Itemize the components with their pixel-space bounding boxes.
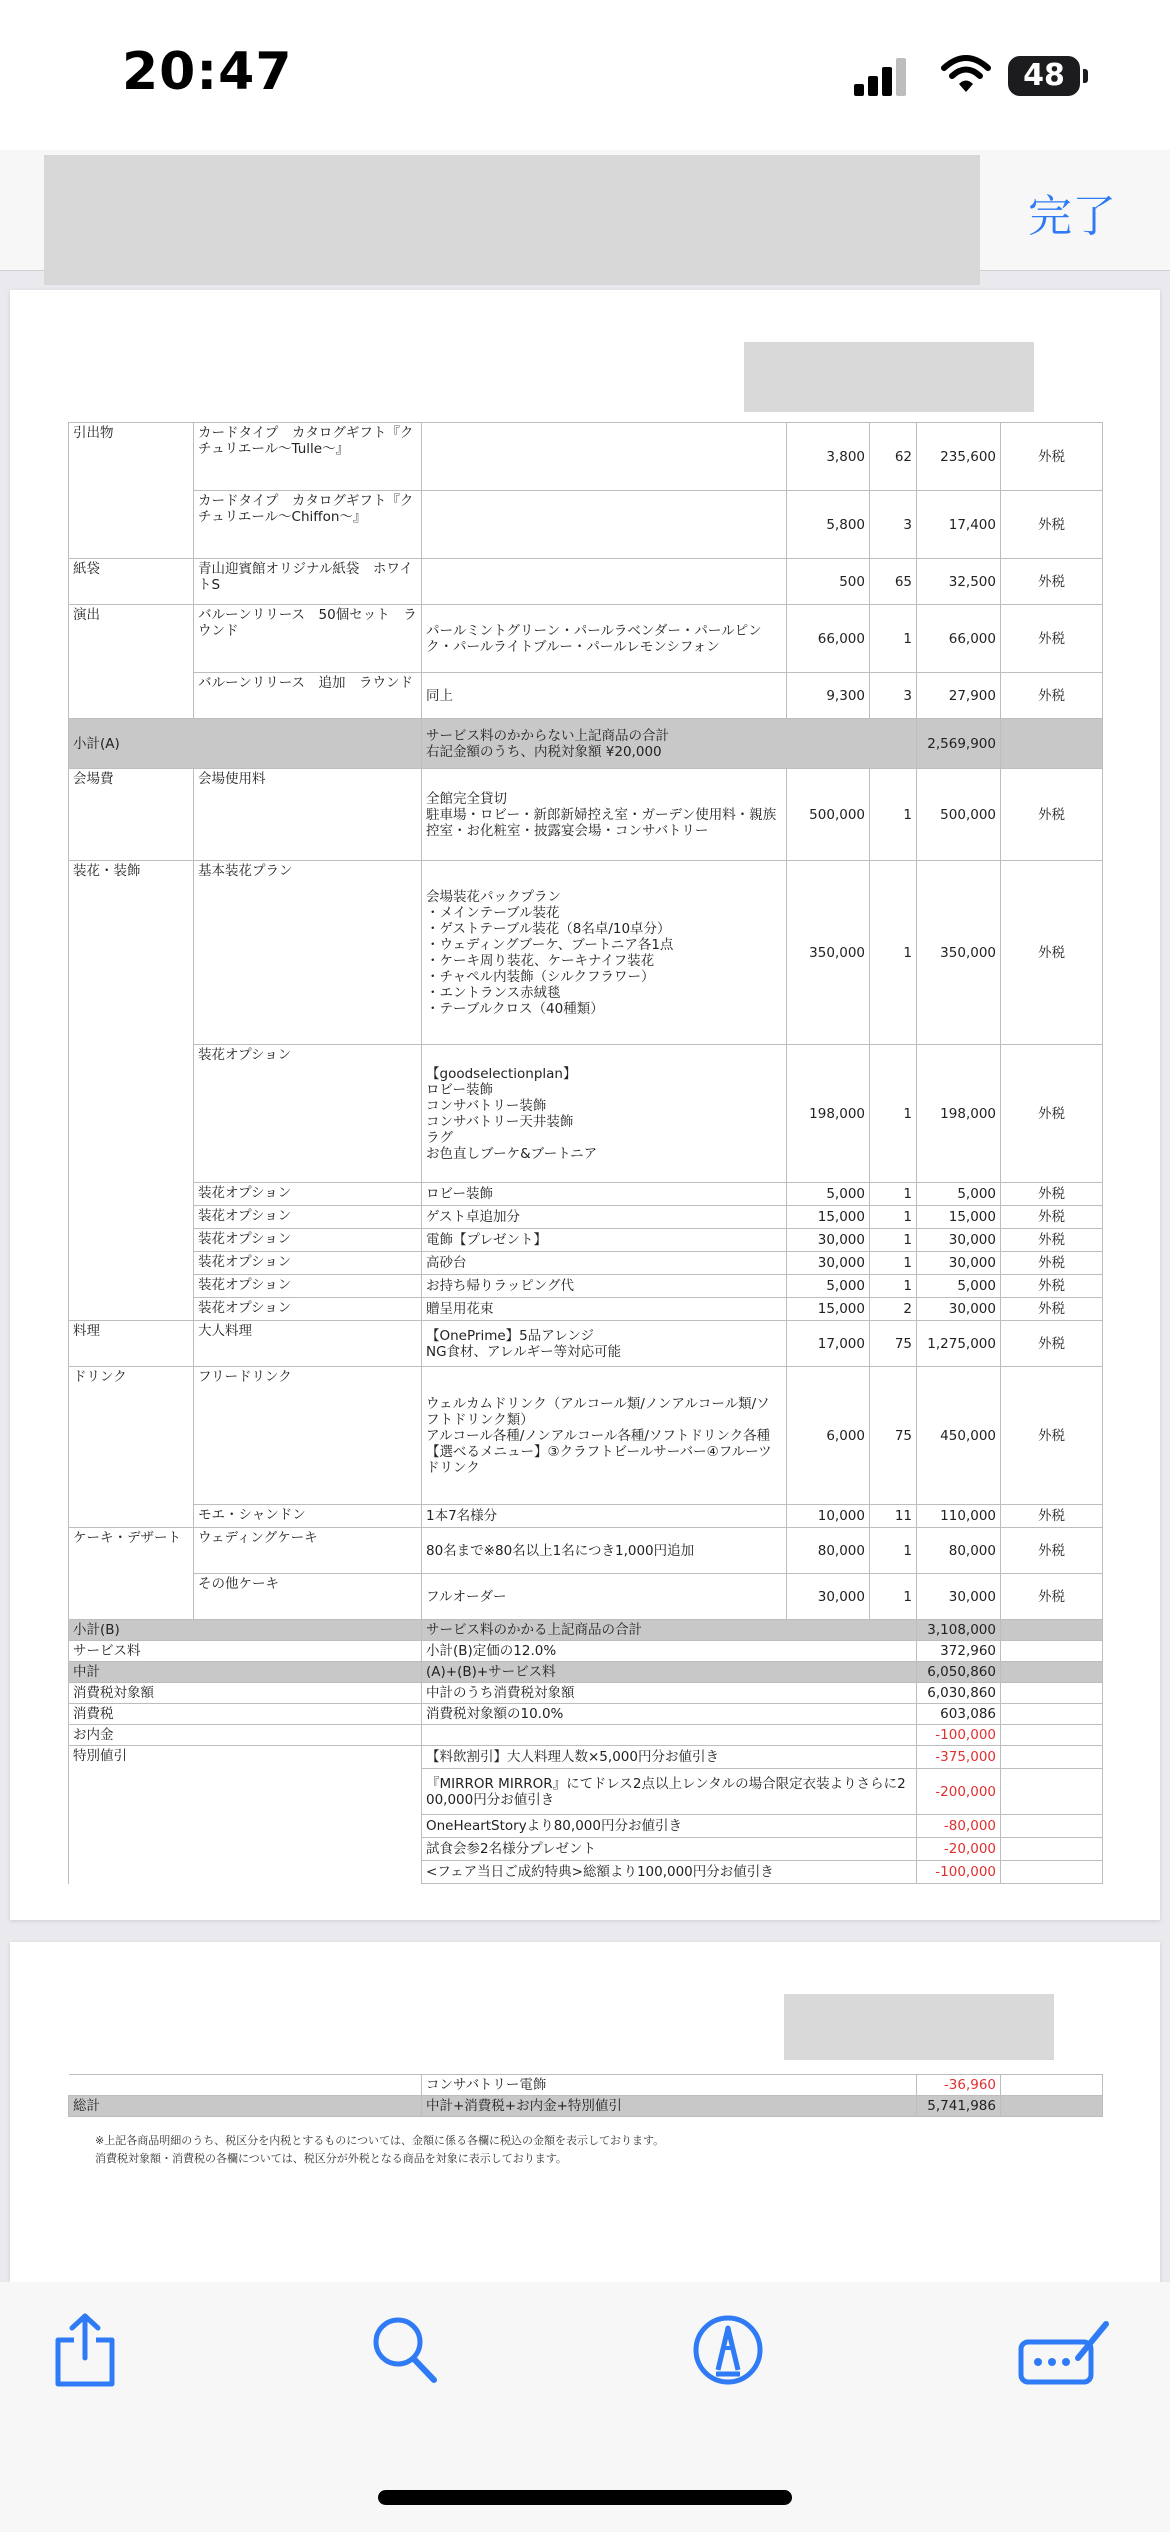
row-desc bbox=[422, 491, 787, 559]
discount-label bbox=[69, 1861, 422, 1884]
row-item: ウェディングケーキ bbox=[194, 1528, 422, 1574]
row-tax: 外税 bbox=[1001, 559, 1103, 605]
row-category bbox=[69, 1574, 194, 1620]
row-price: 9,300 bbox=[787, 673, 870, 719]
summary-label: サービス料 bbox=[69, 1641, 422, 1662]
summary-label: 消費税 bbox=[69, 1704, 422, 1725]
summary-amount: 603,086 bbox=[917, 1704, 1001, 1725]
done-button[interactable]: 完了 bbox=[1028, 191, 1116, 242]
row-item: 装花オプション bbox=[194, 1298, 422, 1321]
row-price: 500 bbox=[787, 559, 870, 605]
summary-blank bbox=[1001, 1704, 1103, 1725]
row-amount: 32,500 bbox=[917, 559, 1001, 605]
row-item: 装花オプション bbox=[194, 1275, 422, 1298]
row-item: 装花オプション bbox=[194, 1183, 422, 1206]
row-desc: 1本7名様分 bbox=[422, 1505, 787, 1528]
row-desc: 贈呈用花束 bbox=[422, 1298, 787, 1321]
discount-amount: -80,000 bbox=[917, 1815, 1001, 1838]
discount-row bbox=[69, 1769, 1103, 1815]
total-row bbox=[69, 2096, 1103, 2117]
row-price: 10,000 bbox=[787, 1505, 870, 1528]
row-price: 198,000 bbox=[787, 1045, 870, 1183]
row-price: 17,000 bbox=[787, 1321, 870, 1367]
discount-desc: コンサバトリー電飾 bbox=[422, 2075, 917, 2096]
row-price: 5,000 bbox=[787, 1275, 870, 1298]
total-label: 総計 bbox=[69, 2096, 422, 2117]
summary-label: 小計(B) bbox=[69, 1620, 422, 1641]
discount-blank bbox=[1001, 1746, 1103, 1769]
row-qty: 1 bbox=[870, 769, 917, 861]
row-category: 引出物 bbox=[69, 423, 194, 491]
discount-amount: -20,000 bbox=[917, 1838, 1001, 1861]
row-category bbox=[69, 1252, 194, 1275]
row-amount: 5,000 bbox=[917, 1183, 1001, 1206]
row-item: 装花オプション bbox=[194, 1229, 422, 1252]
row-item: 装花オプション bbox=[194, 1045, 422, 1183]
row-item: カードタイプ カタログギフト『クチュリエール～Chiffon～』 bbox=[194, 491, 422, 559]
discount-row bbox=[69, 1838, 1103, 1861]
row-price: 6,000 bbox=[787, 1367, 870, 1505]
row-category: 演出 bbox=[69, 605, 194, 673]
row-item: バルーンリリース 追加 ラウンド bbox=[194, 673, 422, 719]
table-row bbox=[69, 1574, 1103, 1620]
row-category: 料理 bbox=[69, 1321, 194, 1367]
row-qty: 1 bbox=[870, 1252, 917, 1275]
row-category bbox=[69, 1275, 194, 1298]
summary-amount: -100,000 bbox=[917, 1725, 1001, 1746]
row-desc: ロビー装飾 bbox=[422, 1183, 787, 1206]
row-qty: 3 bbox=[870, 673, 917, 719]
estimate-table-continued bbox=[68, 2074, 1103, 2117]
row-item: フリードリンク bbox=[194, 1367, 422, 1505]
row-tax: 外税 bbox=[1001, 1321, 1103, 1367]
row-item: 基本装花プラン bbox=[194, 861, 422, 1045]
table-row bbox=[69, 673, 1103, 719]
summary-label: お内金 bbox=[69, 1725, 422, 1746]
row-price: 30,000 bbox=[787, 1574, 870, 1620]
row-tax: 外税 bbox=[1001, 769, 1103, 861]
summary-amount: 3,108,000 bbox=[917, 1620, 1001, 1641]
row-qty: 1 bbox=[870, 1528, 917, 1574]
summary-row bbox=[69, 1683, 1103, 1704]
row-desc: 80名まで※80名以上1名につき1,000円追加 bbox=[422, 1528, 787, 1574]
summary-desc: サービス料のかかる上記商品の合計 bbox=[422, 1620, 917, 1641]
summary-row bbox=[69, 1662, 1103, 1683]
discount-amount: -100,000 bbox=[917, 1861, 1001, 1884]
row-amount: 2,569,900 bbox=[917, 719, 1001, 769]
row-amount: 500,000 bbox=[917, 769, 1001, 861]
summary-blank bbox=[1001, 1620, 1103, 1641]
row-qty: 3 bbox=[870, 491, 917, 559]
redacted-header-2 bbox=[784, 1994, 1054, 2060]
row-item: 装花オプション bbox=[194, 1252, 422, 1275]
discount-blank bbox=[1001, 1815, 1103, 1838]
row-category: ケーキ・デザート bbox=[69, 1528, 194, 1574]
redacted-header bbox=[744, 342, 1034, 412]
row-amount: 1,275,000 bbox=[917, 1321, 1001, 1367]
row-category bbox=[69, 1183, 194, 1206]
row-tax: 外税 bbox=[1001, 605, 1103, 673]
row-tax: 外税 bbox=[1001, 1574, 1103, 1620]
summary-row bbox=[69, 1725, 1103, 1746]
row-qty: 65 bbox=[870, 559, 917, 605]
summary-blank bbox=[1001, 1662, 1103, 1683]
row-price: 350,000 bbox=[787, 861, 870, 1045]
row-qty: 1 bbox=[870, 1275, 917, 1298]
row-amount: 80,000 bbox=[917, 1528, 1001, 1574]
discount-desc: <フェア当日ご成約特典>総額より100,000円分お値引き bbox=[422, 1861, 917, 1884]
row-price: 3,800 bbox=[787, 423, 870, 491]
estimate-table bbox=[68, 422, 1103, 1884]
share-icon[interactable] bbox=[52, 2312, 118, 2388]
row-price: 80,000 bbox=[787, 1528, 870, 1574]
signal-icon bbox=[852, 58, 912, 96]
row-item: 装花オプション bbox=[194, 1206, 422, 1229]
row-price: 500,000 bbox=[787, 769, 870, 861]
row-qty: 2 bbox=[870, 1298, 917, 1321]
row-price: 66,000 bbox=[787, 605, 870, 673]
row-tax: 外税 bbox=[1001, 1206, 1103, 1229]
row-tax: 外税 bbox=[1001, 1528, 1103, 1574]
discount-blank bbox=[1001, 1861, 1103, 1884]
discount-label bbox=[69, 1838, 422, 1861]
row-tax bbox=[1001, 719, 1103, 769]
row-desc: 高砂台 bbox=[422, 1252, 787, 1275]
table-row bbox=[69, 605, 1103, 673]
discount-row bbox=[69, 1815, 1103, 1838]
row-desc: 電飾【プレゼント】 bbox=[422, 1229, 787, 1252]
summary-desc: 小計(B)定価の12.0% bbox=[422, 1641, 917, 1662]
status-time: 20:47 bbox=[122, 42, 293, 102]
row-qty: 1 bbox=[870, 1045, 917, 1183]
row-amount: 30,000 bbox=[917, 1229, 1001, 1252]
row-tax: 外税 bbox=[1001, 1275, 1103, 1298]
row-qty: 1 bbox=[870, 1206, 917, 1229]
row-item: カードタイプ カタログギフト『クチュリエール～Tulle～』 bbox=[194, 423, 422, 491]
home-indicator bbox=[378, 2490, 792, 2505]
row-price: 30,000 bbox=[787, 1229, 870, 1252]
row-desc: ウェルカムドリンク（アルコール類/ノンアルコール類/ソフトドリンク類） アルコール各種/ノンアルコール各種/ソフトドリンク各種 【選べるメニュー】③クラフトビールサーバー④フルーツドリンク bbox=[422, 1367, 787, 1505]
row-desc: 同上 bbox=[422, 673, 787, 719]
battery-icon bbox=[1008, 56, 1080, 96]
row-desc: ゲスト卓追加分 bbox=[422, 1206, 787, 1229]
discount-amount: -375,000 bbox=[917, 1746, 1001, 1769]
table-row bbox=[69, 1183, 1103, 1206]
row-price: 5,000 bbox=[787, 1183, 870, 1206]
table-row bbox=[69, 1275, 1103, 1298]
summary-amount: 372,960 bbox=[917, 1641, 1001, 1662]
row-desc: 全館完全貸切 駐車場・ロビー・新郎新婦控え室・ガーデン使用料・親族控室・お化粧室・披露宴会場・コンサバトリー bbox=[422, 769, 787, 861]
discount-blank bbox=[1001, 1769, 1103, 1815]
discount-label bbox=[69, 1769, 422, 1815]
row-price: 30,000 bbox=[787, 1252, 870, 1275]
table-row bbox=[69, 1321, 1103, 1367]
row-qty: 1 bbox=[870, 605, 917, 673]
total-amount: 5,741,986 bbox=[917, 2096, 1001, 2117]
subtotal-row bbox=[69, 719, 1103, 769]
row-category bbox=[69, 1298, 194, 1321]
row-tax: 外税 bbox=[1001, 1045, 1103, 1183]
search-icon[interactable] bbox=[370, 2312, 440, 2388]
summary-row bbox=[69, 1704, 1103, 1725]
table-row bbox=[69, 1528, 1103, 1574]
summary-label: 中計 bbox=[69, 1662, 422, 1683]
discount-blank bbox=[1001, 1838, 1103, 1861]
battery-level: 48 bbox=[1023, 58, 1065, 93]
row-tax: 外税 bbox=[1001, 1298, 1103, 1321]
row-category: 装花・装飾 bbox=[69, 861, 194, 1045]
row-qty: 75 bbox=[870, 1321, 917, 1367]
summary-row bbox=[69, 1641, 1103, 1662]
row-desc: 【goodselectionplan】 ロビー装飾 コンサバトリー装飾 コンサバトリー天井装飾 ラグ お色直しブーケ&ブートニア bbox=[422, 1045, 787, 1183]
row-qty: 11 bbox=[870, 1505, 917, 1528]
discount-row bbox=[69, 1861, 1103, 1884]
status-bar bbox=[0, 0, 1170, 150]
row-category: 会場費 bbox=[69, 769, 194, 861]
row-item: 大人料理 bbox=[194, 1321, 422, 1367]
row-amount: 30,000 bbox=[917, 1252, 1001, 1275]
row-desc: お持ち帰りラッピング代 bbox=[422, 1275, 787, 1298]
row-amount: 27,900 bbox=[917, 673, 1001, 719]
summary-blank bbox=[1001, 1683, 1103, 1704]
row-category: ドリンク bbox=[69, 1367, 194, 1505]
row-item: モエ・シャンドン bbox=[194, 1505, 422, 1528]
table-row bbox=[69, 423, 1103, 491]
document-page-1 bbox=[10, 290, 1160, 1920]
discount-label bbox=[69, 1815, 422, 1838]
discount-row bbox=[69, 1746, 1103, 1769]
row-price: 15,000 bbox=[787, 1298, 870, 1321]
table-row bbox=[69, 1045, 1103, 1183]
discount-desc: 試食会参2名様分プレゼント bbox=[422, 1838, 917, 1861]
row-tax: 外税 bbox=[1001, 1229, 1103, 1252]
row-amount: 350,000 bbox=[917, 861, 1001, 1045]
row-amount: 110,000 bbox=[917, 1505, 1001, 1528]
row-desc: フルオーダー bbox=[422, 1574, 787, 1620]
row-qty: 1 bbox=[870, 1229, 917, 1252]
table-row bbox=[69, 1505, 1103, 1528]
row-qty: 75 bbox=[870, 1367, 917, 1505]
row-item: その他ケーキ bbox=[194, 1574, 422, 1620]
row-category bbox=[69, 1045, 194, 1183]
row-tax: 外税 bbox=[1001, 1367, 1103, 1505]
redacted-title bbox=[44, 155, 980, 285]
row-amount: 450,000 bbox=[917, 1367, 1001, 1505]
discount-desc: OneHeartStoryより80,000円分お値引き bbox=[422, 1815, 917, 1838]
row-desc: パールミントグリーン・パールラベンダー・パールピンク・パールライトブルー・パールレモンシフォン bbox=[422, 605, 787, 673]
row-tax: 外税 bbox=[1001, 1505, 1103, 1528]
nav-bar bbox=[0, 150, 1170, 271]
row-desc bbox=[422, 559, 787, 605]
footnote-line: ※上記各商品明細のうち、税区分を内税とするものについては、金額に係る各欄に税込の金額を表示しております。 bbox=[95, 2134, 665, 2147]
row-qty: 1 bbox=[870, 861, 917, 1045]
summary-desc bbox=[422, 1725, 917, 1746]
footnote-line: 消費税対象額・消費税の各欄については、税区分が外税となる商品を対象に表示しております。 bbox=[95, 2152, 567, 2165]
table-row bbox=[69, 1298, 1103, 1321]
row-desc: 会場装花パックプラン ・メインテーブル装花 ・ゲストテーブル装花（8名卓/10卓分） ・ウェディングブーケ、ブートニア各1点 ・ケーキ周り装花、ケーキナイフ装花 ・チャペル内装飾（シルクフラワー） ・エントランス赤絨毯 ・テーブルクロス（40種類） bbox=[422, 861, 787, 1045]
row-price: 15,000 bbox=[787, 1206, 870, 1229]
discount-amount: -36,960 bbox=[917, 2075, 1001, 2096]
table-row bbox=[69, 1252, 1103, 1275]
signature-icon[interactable] bbox=[1018, 2312, 1114, 2388]
row-category bbox=[69, 491, 194, 559]
summary-label: 消費税対象額 bbox=[69, 1683, 422, 1704]
row-item: バルーンリリース 50個セット ラウンド bbox=[194, 605, 422, 673]
row-amount: 5,000 bbox=[917, 1275, 1001, 1298]
row-category bbox=[69, 1206, 194, 1229]
row-category bbox=[69, 1505, 194, 1528]
table-row bbox=[69, 1206, 1103, 1229]
summary-desc: (A)+(B)+サービス料 bbox=[422, 1662, 917, 1683]
row-item: 青山迎賓館オリジナル紙袋 ホワイトS bbox=[194, 559, 422, 605]
row-tax: 外税 bbox=[1001, 861, 1103, 1045]
row-qty: 62 bbox=[870, 423, 917, 491]
row-price: 5,800 bbox=[787, 491, 870, 559]
document-page-2 bbox=[10, 1942, 1160, 2282]
row-qty: 1 bbox=[870, 1183, 917, 1206]
summary-amount: 6,030,860 bbox=[917, 1683, 1001, 1704]
row-category: 紙袋 bbox=[69, 559, 194, 605]
footnote bbox=[95, 2132, 664, 2168]
row-label: 小計(A) bbox=[69, 719, 422, 769]
markup-icon[interactable] bbox=[692, 2312, 764, 2388]
discount-desc: 『MIRROR MIRROR』にてドレス2点以上レンタルの場合限定衣装よりさらに200,000円分お値引き bbox=[422, 1769, 917, 1815]
row-tax: 外税 bbox=[1001, 1183, 1103, 1206]
discount-amount: -200,000 bbox=[917, 1769, 1001, 1815]
row-amount: 17,400 bbox=[917, 491, 1001, 559]
row-desc: 【OnePrime】5品アレンジ NG食材、アレルギー等対応可能 bbox=[422, 1321, 787, 1367]
discount-desc: 【料飲割引】大人料理人数×5,000円分お値引き bbox=[422, 1746, 917, 1769]
row-tax: 外税 bbox=[1001, 423, 1103, 491]
table-row bbox=[69, 769, 1103, 861]
row-amount: 30,000 bbox=[917, 1574, 1001, 1620]
table-row bbox=[69, 1367, 1103, 1505]
summary-desc: 中計のうち消費税対象額 bbox=[422, 1683, 917, 1704]
summary-blank bbox=[1001, 1725, 1103, 1746]
discount-label: 特別値引 bbox=[69, 1746, 422, 1769]
row-amount: 30,000 bbox=[917, 1298, 1001, 1321]
row-qty: 1 bbox=[870, 1574, 917, 1620]
table-row bbox=[69, 491, 1103, 559]
table-row bbox=[69, 2075, 1103, 2096]
summary-blank bbox=[1001, 1641, 1103, 1662]
row-amount: 15,000 bbox=[917, 1206, 1001, 1229]
table-row bbox=[69, 861, 1103, 1045]
table-row bbox=[69, 559, 1103, 605]
row-amount: 66,000 bbox=[917, 605, 1001, 673]
row-desc: サービス料のかからない上記商品の合計 右記金額のうち、内税対象額 ¥20,000 bbox=[422, 719, 917, 769]
row-category bbox=[69, 673, 194, 719]
row-desc bbox=[422, 423, 787, 491]
row-amount: 235,600 bbox=[917, 423, 1001, 491]
row-category bbox=[69, 1229, 194, 1252]
row-tax: 外税 bbox=[1001, 673, 1103, 719]
row-tax: 外税 bbox=[1001, 1252, 1103, 1275]
summary-amount: 6,050,860 bbox=[917, 1662, 1001, 1683]
total-desc: 中計+消費税+お内金+特別値引 bbox=[422, 2096, 917, 2117]
row-tax: 外税 bbox=[1001, 491, 1103, 559]
row-item: 会場使用料 bbox=[194, 769, 422, 861]
wifi-icon bbox=[940, 54, 992, 94]
summary-desc: 消費税対象額の10.0% bbox=[422, 1704, 917, 1725]
row-amount: 198,000 bbox=[917, 1045, 1001, 1183]
summary-row bbox=[69, 1620, 1103, 1641]
table-row bbox=[69, 1229, 1103, 1252]
